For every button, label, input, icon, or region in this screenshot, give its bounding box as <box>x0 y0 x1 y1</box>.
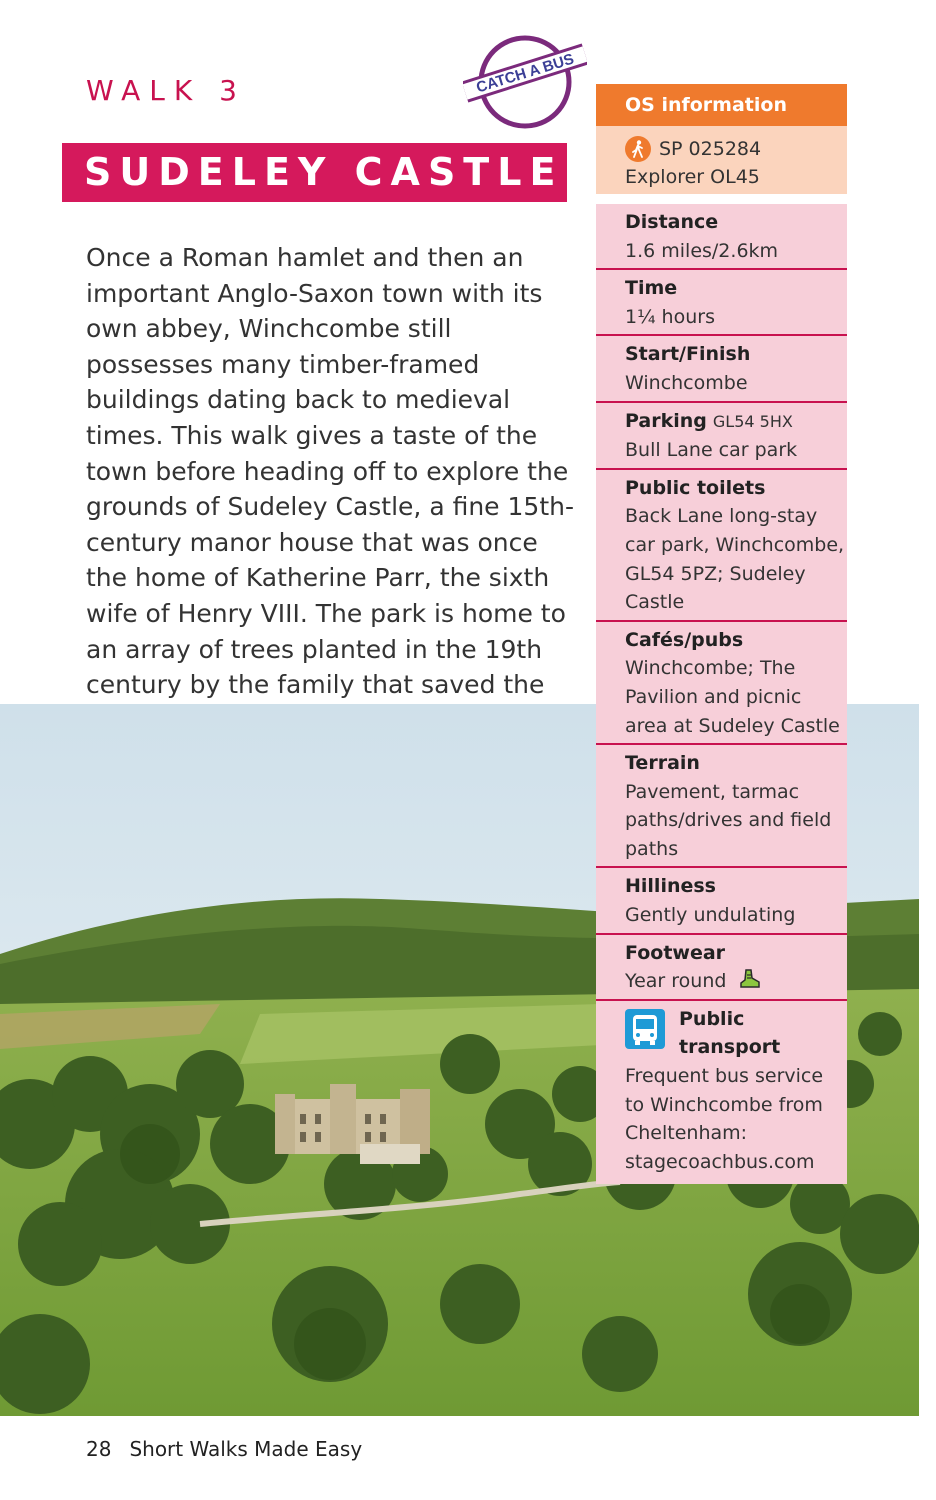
grid-reference: SP 025284 <box>659 138 762 160</box>
page-number: 28 <box>86 1437 112 1461</box>
transport-value: Frequent bus service to Winchcombe from Cheltenham: stagecoachbus.com <box>625 1065 824 1173</box>
page-title: SUDELEY CASTLE <box>84 150 564 194</box>
distance-row <box>596 204 847 270</box>
toilets-value: Back Lane long-stay car park, Winchcombe, GL54 5PZ; Sudeley Castle <box>625 505 845 614</box>
footwear-row <box>596 935 847 1001</box>
cafes-label: Cafés/pubs <box>625 628 744 651</box>
time-label: Time <box>625 277 678 300</box>
catch-a-bus-stamp <box>463 32 587 132</box>
page-footer <box>86 1437 362 1461</box>
distance-value: 1.6 miles/2.6km <box>625 239 779 262</box>
info-panel <box>596 84 847 1184</box>
stamp-text: CATCH A BUS <box>474 50 576 97</box>
walker-icon <box>625 136 651 162</box>
transport-row <box>596 1001 847 1185</box>
os-info-body <box>596 126 847 194</box>
intro-paragraph: Once a Roman hamlet and then an important Anglo-Saxon town with its own abbey, Winchcombe still possesses many timber-framed buildings dating back to medieval times. This walk gives a taste of the town before heading off to explore the grounds of Sudeley Castle, a fine 15th-century manor house that was once the home of Katherine Parr, the sixth wife of Henry VIII. The park is home to an array of trees planted in the 19th century by the family that saved the <box>86 243 574 700</box>
footwear-label: Footwear <box>625 941 726 964</box>
start-finish-value: Winchcombe <box>625 371 748 394</box>
book-title: Short Walks Made Easy <box>129 1437 363 1461</box>
walk-number-label: WALK 3 <box>86 74 246 107</box>
hilliness-value: Gently undulating <box>625 904 796 927</box>
parking-value: Bull Lane car park <box>625 439 798 462</box>
terrain-value: Pavement, tarmac paths/drives and field paths <box>625 780 832 860</box>
start-finish-label: Start/Finish <box>625 343 751 366</box>
explorer-map: Explorer OL45 <box>625 166 760 188</box>
parking-row <box>596 403 847 470</box>
title-banner <box>62 143 567 202</box>
toilets-label: Public toilets <box>625 476 766 499</box>
parking-label: Parking <box>625 409 707 432</box>
cafes-value: Winchcombe; The Pavilion and picnic area at Sudeley Castle <box>625 657 840 737</box>
transport-label: Public transport <box>679 1007 781 1059</box>
time-value: 1¼ hours <box>625 305 715 328</box>
time-row <box>596 270 847 336</box>
walking-boot-icon <box>738 968 762 990</box>
toilets-row <box>596 470 847 622</box>
cafes-row <box>596 622 847 745</box>
walk-facts-list <box>596 204 847 1184</box>
parking-postcode: GL54 5HX <box>712 411 793 431</box>
distance-label: Distance <box>625 211 719 233</box>
footwear-value: Year round <box>625 970 727 993</box>
terrain-row <box>596 745 847 868</box>
hilliness-label: Hilliness <box>625 875 716 898</box>
start-finish-row <box>596 336 847 402</box>
bus-icon <box>625 1009 665 1049</box>
hilliness-row <box>596 868 847 934</box>
terrain-label: Terrain <box>625 752 700 775</box>
os-info-heading: OS information <box>596 84 847 126</box>
